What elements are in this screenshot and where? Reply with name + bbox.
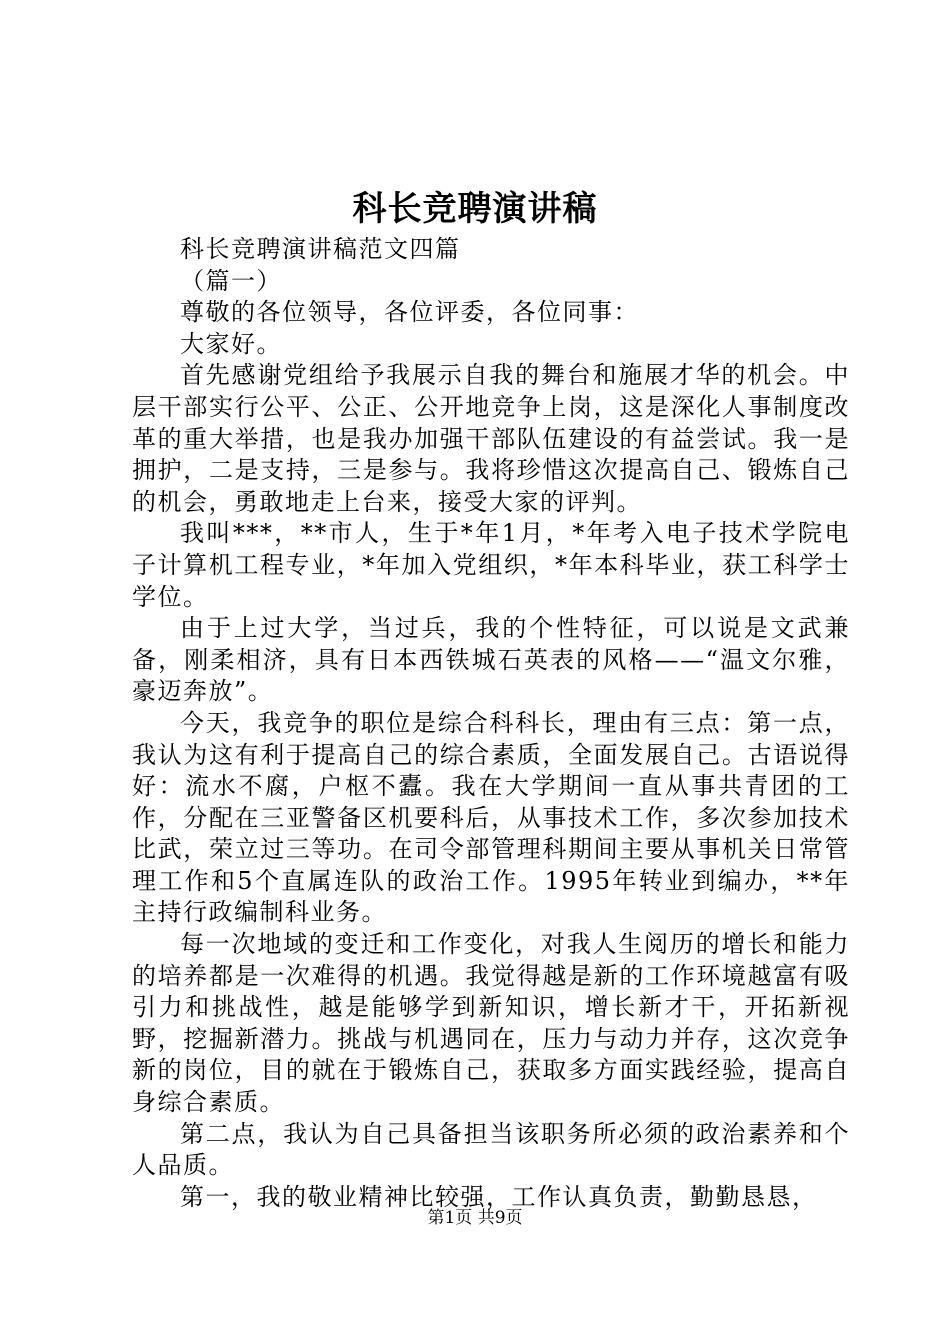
body-paragraph: 今天，我竞争的职位是综合科科长，理由有三点：第一点，我认为这有利于提高自己的综合素质，全面发展自己。古语说得好：流水不腐，户枢不蠹。我在大学期间一直从事共青团的工作，分配在三亚警备区机要科后，从事技术工作，多次参加技术比武，荣立过三等功。在司令部管理科期间主要从事机关日常管理工作和5个直属连队的政治工作。1995年转业到编办，**年主持行政编制科业务。 — [132, 708, 850, 927]
salutation-paragraph: 尊敬的各位领导，各位评委，各位同事： — [180, 298, 639, 327]
body-paragraph: 由于上过大学，当过兵，我的个性特征，可以说是文武兼备，刚柔相济，具有日本西铁城石英表的风格——“温文尔雅，豪迈奔放”。 — [132, 614, 850, 706]
document-body — [132, 234, 850, 1213]
body-paragraph: 第一，我的敬业精神比较强，工作认真负责，勤勤恳恳， — [180, 1182, 818, 1211]
body-paragraph: 我叫***，**市人，生于*年1月，*年考入电子技术学院电子计算机工程专业，*年加入党组织，*年本科毕业，获工科学士学位。 — [132, 519, 850, 611]
subtitle-paragraph: 科长竞聘演讲稿范文四篇 — [180, 235, 461, 263]
page-footer: 第1页 共9页 — [427, 1208, 523, 1228]
body-paragraph: 每一次地域的变迁和工作变化，对我人生阅历的增长和能力的培养都是一次难得的机遇。我觉得越是新的工作环境越富有吸引力和挑战性，越是能够学到新知识，增长新才干，开拓新视野，挖掘新潜力。挑战与机遇同在，压力与动力并存，这次竞争新的岗位，目的就在于锻炼自己，获取多方面实践经验，提高自身综合素质。 — [132, 930, 850, 1117]
section-label: （篇一） — [180, 266, 282, 295]
document-title: 科长竞聘演讲稿 — [352, 189, 598, 229]
body-paragraph: 首先感谢党组给予我展示自我的舞台和施展才华的机会。中层干部实行公平、公正、公开地竞争上岗，这是深化人事制度改革的重大举措，也是我办加强干部队伍建设的有益尝试。我一是拥护，二是支持，三是参与。我将珍惜这次提高自己、锻炼自己的机会，勇敢地走上台来，接受大家的评判。 — [132, 361, 850, 516]
body-paragraph: 第二点，我认为自己具备担当该职务所必须的政治素养和个人品质。 — [132, 1119, 850, 1180]
greeting-paragraph: 大家好。 — [180, 329, 282, 358]
